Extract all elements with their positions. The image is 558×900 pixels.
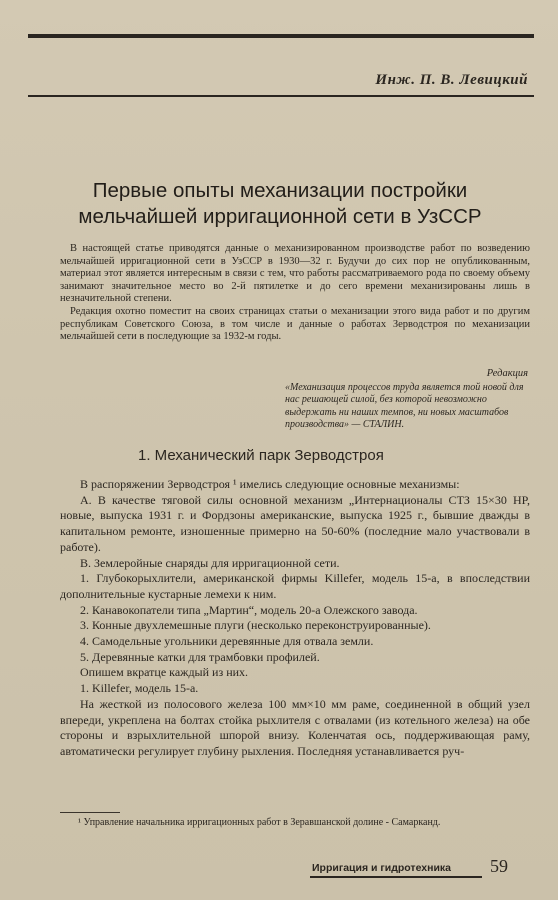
article-body: [60, 477, 530, 760]
body-paragraph: Опишем вкратце каждый из них.: [80, 665, 249, 680]
journal-name: Ирригация и гидротехника: [312, 862, 452, 874]
body-paragraph: На жесткой из полосового железа 100 мм×10 мм раме, соединенной в общий узел впереди, укреплена на болтах стойка рыхлителя с отвалами (из котельного железа) на обе стороны и взрыхлительной шпорой внизу. Коленчатая ось, поддерживающая раму, автоматически регулирует глубину рыхления. Последняя устанавливается руч-: [60, 696, 530, 758]
footnote-text: ¹ Управление начальника ирригационных работ в Зеравшанской долине - Самарканд.: [78, 817, 441, 828]
editorial-paragraph-1: В настоящей статье приводятся данные о механизированном производстве работ по возведению мельчайшей ирригационной сети в УзССР в 1930—32 г. Будучи до сих пор не опубликованным, материал этот является интересным в связи с тем, что работы рассматриваемого рода по своему объему занимают значительное место во 2-й пятилетке и до сего времени механизированы лишь в незначительной степени.: [60, 243, 530, 305]
header-rule: [28, 95, 534, 97]
editorial-note: [60, 243, 530, 344]
top-rule: [28, 34, 534, 38]
author-name: Инж. П. В. Левицкий: [375, 72, 528, 88]
body-paragraph: 1. Killefer, модель 15-а.: [80, 681, 199, 696]
footnote-rule: [60, 812, 120, 813]
body-paragraph: В. Землеройные снаряды для ирригационной сети.: [80, 555, 340, 570]
editorial-paragraph-2: Редакция охотно поместит на своих страницах статьи о механизации этого вида работ и по другим республикам Советского Союза, в том числе и данные о работах Зерводстроя по механизации мельчайшей сети в последующие за 1932-м годы.: [60, 305, 530, 343]
body-paragraph: В распоряжении Зерводстроя ¹ имелись следующие основные механизмы:: [80, 477, 460, 491]
title-line-2: мельчайшей ирригационной сети в УзССР: [78, 205, 482, 228]
footer-rule: [310, 876, 482, 878]
body-paragraph: 5. Деревянные катки для трамбовки профилей.: [80, 649, 320, 664]
article-title: [40, 178, 520, 230]
body-paragraph: 2. Канавокопатели типа „Мартин“, модель 20-а Олежского завода.: [80, 602, 418, 617]
title-line-1: Первые опыты механизации постройки: [92, 179, 468, 202]
body-paragraph: 1. Глубокорыхлители, американской фирмы Killefer, модель 15-а, в впоследствии дополнительные кустарные лемехи к ним.: [60, 571, 530, 601]
body-paragraph: А. В качестве тяговой силы основной механизм „Интернационалы СТЗ 15×30 HP, новые, выпуска 1931 г. и Фордзоны американские, выпуска 1925 г., бывшие дважды в капитальном ремонте, изношенные примерно на 50-60% (последние мало участвовали в работе).: [60, 492, 530, 554]
footnote: [60, 817, 530, 829]
editorial-signature: Редакция: [486, 368, 528, 379]
section-heading: 1. Механический парк Зерводстроя: [138, 447, 384, 464]
epigraph: «Механизация процессов труда является той новой для нас решающей силой, без которой невозможно выдержать ни наших темпов, ни новых масштабов производства» — СТАЛИН.: [285, 382, 524, 431]
body-paragraph: 3. Конные двухлемешные плуги (несколько переконструированные).: [80, 618, 431, 633]
page-number: 59: [490, 856, 508, 876]
body-paragraph: 4. Самодельные угольники деревянные для отвала земли.: [80, 634, 374, 649]
